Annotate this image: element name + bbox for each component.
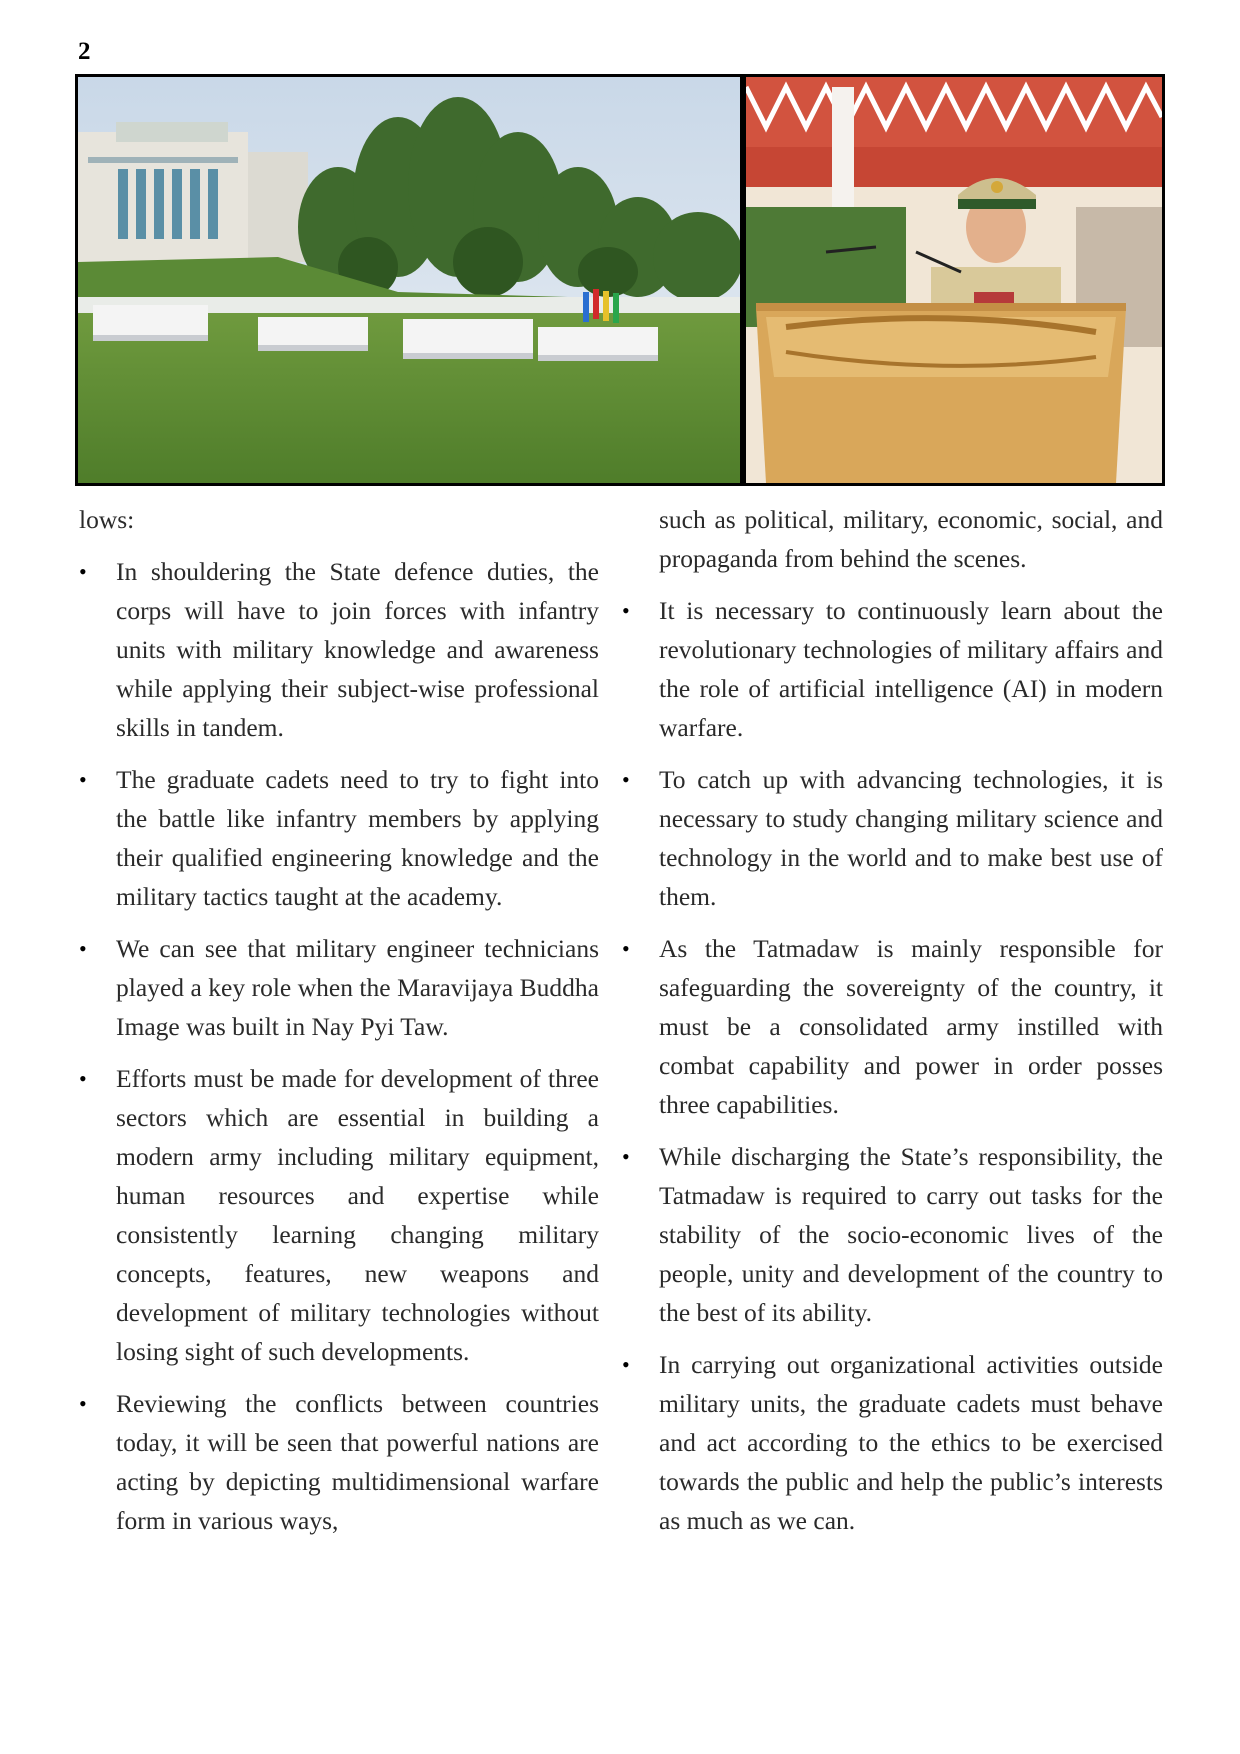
bullet-icon: • — [622, 936, 630, 961]
right-text-column — [622, 500, 1163, 1540]
speaker-podium-image — [746, 77, 1162, 483]
bullet-icon: • — [79, 767, 87, 792]
list-item — [79, 552, 599, 747]
list-item-text: The graduate cadets need to try to fight into the battle like infantry members by applying their qualified engineering knowledge and the military tactics taught at the academy. — [116, 765, 599, 911]
bullet-icon: • — [79, 936, 87, 961]
list-item-text: It is necessary to continuously learn about the revolutionary technologies of military affairs and the role of artificial intelligence (AI) in modern warfare. — [659, 596, 1163, 742]
bullet-icon: • — [79, 559, 87, 584]
bullet-icon: • — [79, 1066, 87, 1091]
parade-ground-photo — [75, 74, 743, 486]
right-bullet-list — [622, 591, 1163, 1540]
list-item — [622, 760, 1163, 916]
bullet-icon: • — [622, 767, 630, 792]
list-item-text: Reviewing the conflicts between countries today, it will be seen that powerful nations are acting by depicting multidimensional warfare form in various ways, — [116, 1389, 599, 1535]
page-number: 2 — [78, 38, 91, 65]
bullet-icon: • — [622, 1352, 630, 1377]
list-item-text: In shouldering the State defence duties, the corps will have to join forces with infantry units with military knowledge and awareness while applying their subject-wise professional skills in tandem. — [116, 557, 599, 742]
list-item-text: In carrying out organizational activities outside military units, the graduate cadets must behave and act according to the ethics to be exercised towards the public and help the public’s interests as much as we can. — [659, 1350, 1163, 1535]
list-item — [622, 1345, 1163, 1540]
list-item-text: To catch up with advancing technologies, it is necessary to study changing military science and technology in the world and to make best use of them. — [659, 765, 1163, 911]
list-item-text: We can see that military engineer technicians played a key role when the Maravijaya Buddha Image was built in Nay Pyi Taw. — [116, 934, 599, 1041]
speaker-podium-photo — [743, 74, 1165, 486]
list-item — [622, 1137, 1163, 1332]
list-item — [622, 929, 1163, 1124]
list-item — [79, 929, 599, 1046]
bullet-icon: • — [622, 598, 630, 623]
left-bullet-list — [79, 552, 599, 1540]
bullet-icon: • — [622, 1144, 630, 1169]
list-item-text: As the Tatmadaw is mainly responsible for safeguarding the sovereignty of the country, it must be a consolidated army instilled with combat capability and power in order posses three capabilities. — [659, 934, 1163, 1119]
list-item-text: Efforts must be made for development of three sectors which are essential in building a modern army including military equipment, human resources and expertise while consistently learning changing military concepts, features, new weapons and development of military technologies without losing sight of such developments. — [116, 1064, 599, 1366]
continued-paragraph: such as political, military, economic, social, and propaganda from behind the scenes. — [659, 505, 1163, 573]
continued-paragraph: lows: — [79, 505, 135, 534]
list-item — [79, 1059, 599, 1371]
list-item — [79, 760, 599, 916]
bullet-icon: • — [79, 1391, 87, 1416]
parade-ground-image — [78, 77, 740, 483]
left-text-column — [79, 500, 599, 1540]
list-item-text: While discharging the State’s responsibility, the Tatmadaw is required to carry out tasks for the stability of the socio-economic lives of the people, unity and development of the country to the best of its ability. — [659, 1142, 1163, 1327]
list-item — [622, 591, 1163, 747]
list-item — [79, 1384, 599, 1540]
